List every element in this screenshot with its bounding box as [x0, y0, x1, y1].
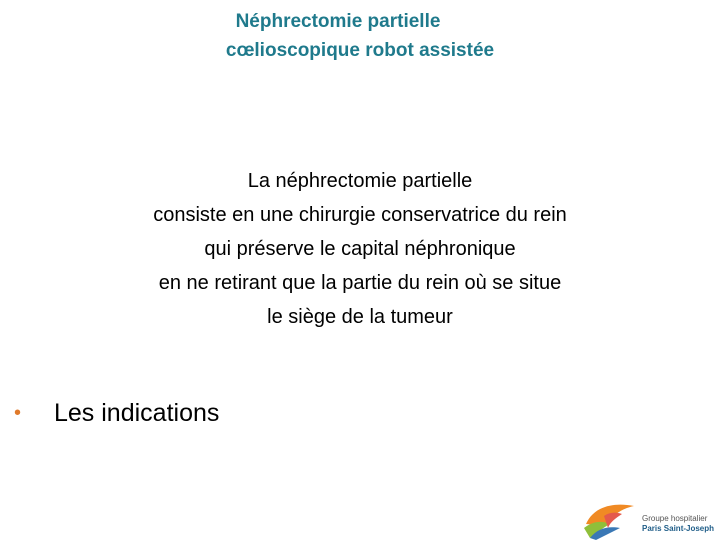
hospital-logo-text — [642, 514, 714, 534]
body-line: en ne retirant que la partie du rein où se situe — [158, 272, 562, 294]
body-line: qui préserve le capital néphronique — [204, 238, 516, 260]
slide-body — [0, 164, 720, 334]
logo-line-1: Groupe hospitalier — [642, 514, 708, 523]
hospital-logo-icon — [580, 498, 640, 540]
bullet-text: Les indications — [54, 398, 220, 427]
slide-title-line-1: Néphrectomie partielle — [235, 11, 441, 32]
bullet-item-indications — [14, 396, 219, 430]
logo-line-2: Paris Saint-Joseph — [642, 524, 715, 533]
hospital-logo — [580, 498, 720, 540]
slide-title-line-2: cœlioscopique robot assistée — [225, 40, 495, 61]
body-line: consiste en une chirurgie conservatrice du rein — [153, 204, 567, 226]
bullet-icon: • — [14, 401, 22, 424]
body-line: La néphrectomie partielle — [247, 170, 473, 192]
body-line: le siège de la tumeur — [267, 306, 453, 328]
